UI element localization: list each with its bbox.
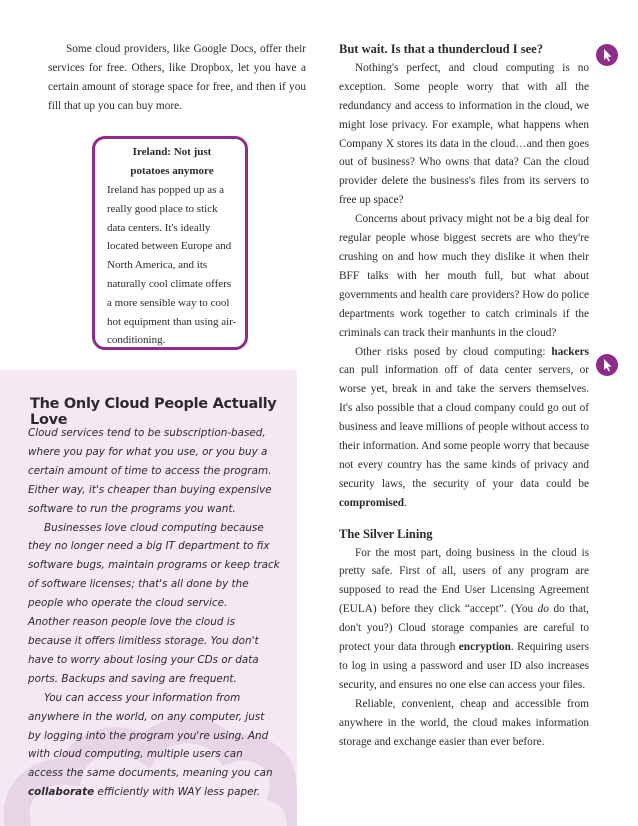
sidebar-collaborate-bold: collaborate — [28, 786, 95, 799]
ireland-callout-title — [107, 143, 237, 181]
sidebar-paragraph-1: Cloud services tend to be subscription-based, where you pay for what you use, or you buy a certain amount of time to access the program. Either way, it's cheaper than buying expensive software to run the programs you want. — [28, 427, 272, 515]
sidebar-panel — [0, 370, 297, 826]
right-paragraph-2: Concerns about privacy might not be a big deal for regular people whose biggest secrets are who they're crushing on and how much they dislike it when their BFF talks with her mouth full, but what about governments and health care providers? How do police departments work together to catch criminals if the criminals can track their manhunts in the cloud? — [339, 213, 589, 339]
cursor-icon[interactable] — [596, 44, 618, 66]
section-gap — [339, 513, 589, 525]
sidebar-p4-end: efficiently with WAY less paper. — [94, 786, 261, 799]
sidebar-paragraph-2: Businesses love cloud computing because they no longer need a big IT department to fix software bugs, maintain programs or keep track of software licenses; that's all done by the people who operate the cloud service. — [28, 521, 280, 610]
intro-column — [48, 40, 306, 116]
right-paragraph-3 — [339, 343, 589, 513]
right-column — [339, 40, 589, 752]
intro-paragraph: Some cloud providers, like Google Docs, offer their services for free. Others, like Dropbox, let you have a certain amount of storage space for free, and then if you fill that up you can buy more. — [48, 43, 306, 112]
risks-text-2: can pull information off of data center servers, or worse yet, break in and take the servers themselves. It's also possible that a cloud company could go out of business and leave millions of people without access to their information. And some people worry that because not every country has the same kinds of privacy and security laws, the security of your data could be — [339, 364, 589, 490]
sidebar-body — [28, 424, 280, 802]
ireland-title-line1: Ireland: Not just — [132, 146, 212, 158]
ireland-callout-box — [92, 136, 248, 350]
silver-text-c: . Requiring users to log in using a password and user ID also increases security, and ensures no one else can access your files. — [339, 641, 589, 691]
right-paragraph-1: Nothing's perfect, and cloud computing is no exception. Some people worry that with all the redundancy and access to information in the cloud, we might lose privacy. For example, what happens when Company X stores its data in the cloud…and then goes out of business? Who owns that data? Can the cloud provider delete the business's files from its servers to free up space? — [339, 61, 589, 207]
silver-text-b: do that, don't you?) Cloud storage companies are careful to protect your data through — [339, 603, 590, 654]
silver-text-a: For the most part, doing business in the cloud is pretty safe. First of all, users of any program are supposed to read the End User Licensing Agreement (EULA) before they click “accept”. (You — [339, 546, 589, 616]
sidebar-paragraph-4 — [28, 689, 280, 802]
right-paragraph-4 — [339, 544, 589, 695]
sidebar-title: The Only Cloud People Actually Love — [30, 396, 277, 428]
compromised-bold: compromised — [339, 496, 405, 509]
silver-lining-heading: The Silver Lining — [339, 526, 433, 541]
risks-text: Other risks posed by cloud computing: — [355, 345, 552, 358]
risks-end: . — [404, 496, 407, 509]
thundercloud-heading: But wait. Is that a thundercloud I see? — [339, 42, 543, 56]
right-paragraph-5: Reliable, convenient, cheap and accessible from anywhere in the world, the cloud makes information storage and exchange easier than ever before. — [339, 697, 589, 748]
cursor-icon[interactable] — [596, 354, 618, 376]
do-italic: do — [537, 603, 549, 616]
hackers-bold: hackers — [551, 345, 589, 358]
encryption-bold: encryption — [458, 641, 511, 654]
sidebar-p4-text: You can access your information from anywhere in the world, on any computer, just by logging into the program you're using. And with cloud computing, multiple users can access the same documents, meaning you can — [28, 691, 273, 780]
sidebar-paragraph-3: Another reason people love the cloud is because it offers limitless storage. You don't have to worry about losing your CDs or data ports. Backups and saving are frequent. — [28, 616, 259, 685]
ireland-title-line2: potatoes anymore — [130, 165, 214, 177]
ireland-callout-body: Ireland has popped up as a really good place to stick data centers. It's ideally located between Europe and North America, and its naturally cool climate offers a more sensible way to cool hot equipment than using air-conditioning. — [107, 184, 237, 347]
